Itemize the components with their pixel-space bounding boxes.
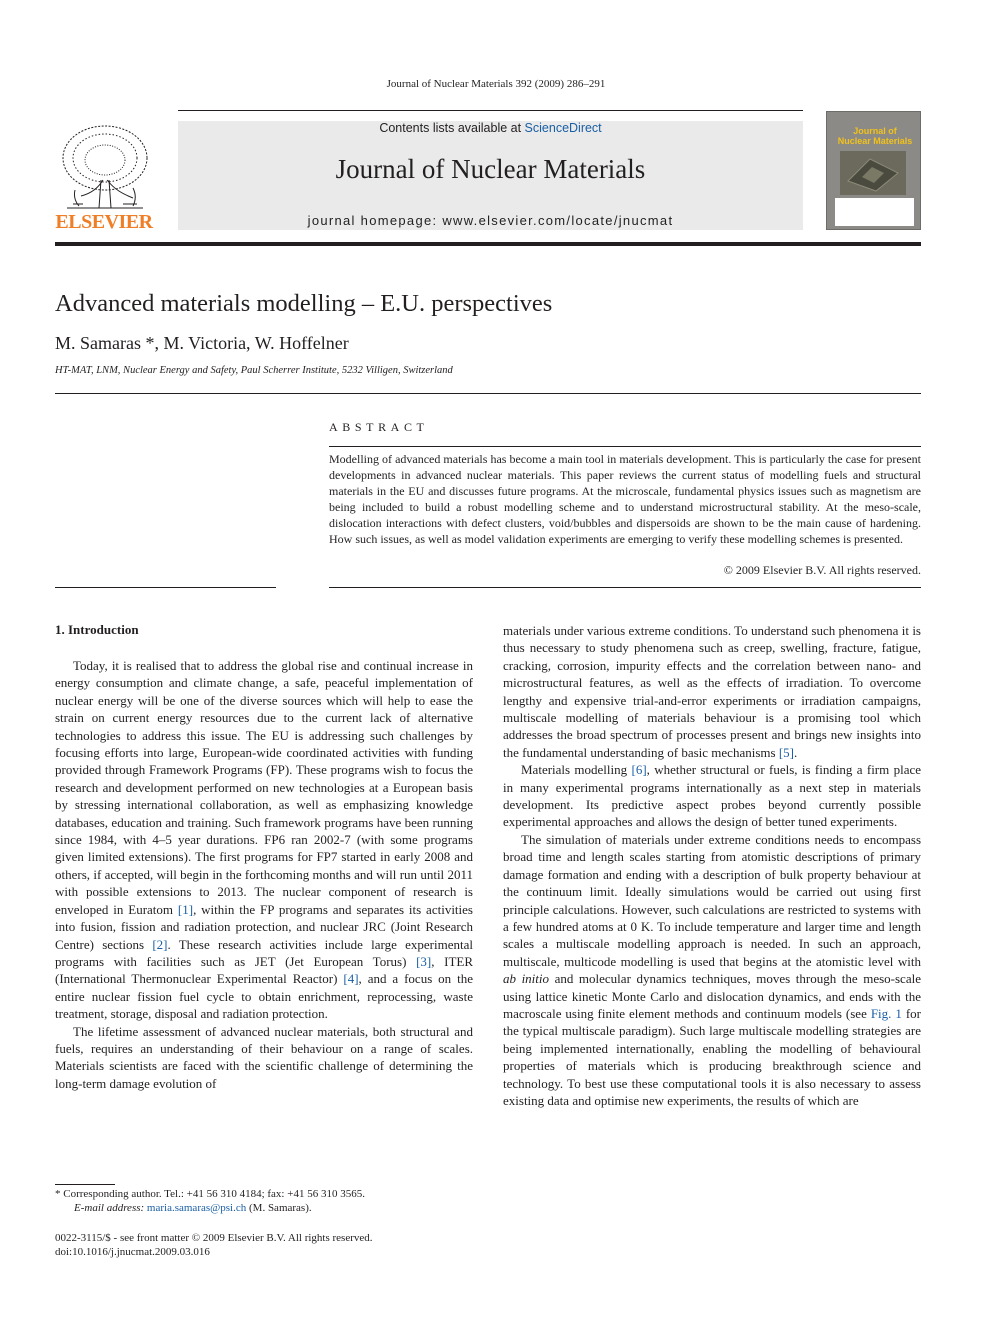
sciencedirect-link[interactable]: ScienceDirect — [524, 121, 602, 135]
citation-link[interactable]: [2] — [152, 936, 168, 952]
text-span: , whether structural or fuels, is finding a firm place in many experimental programs internationally as a next step in materials development. Its predictive aspect probes beyond currently possible experimental approaches and allows the design of better tuned experiments. — [503, 762, 922, 830]
paragraph — [503, 622, 921, 761]
text-span: for the typical multiscale paradigm). Such large multiscale modelling strategies are being implemented internationally, enabling the modelling of behavioural properties of materials which is producing breakthrough science and technology. To best use these computational tools it is also necessary to assess existing data and optimise new experiments, the results of which are — [503, 1005, 921, 1108]
citation-link[interactable]: [3] — [416, 953, 432, 969]
cover-title-line-2: Nuclear Materials — [837, 136, 913, 146]
abstract-text: Modelling of advanced materials has become a main tool in materials development. This is particularly the case for present developments in advanced nuclear materials. This paper reviews the current status of modelling fuels and structural materials in the EU and discusses future programs. At the microscale, fundamental physics issues such as magnetism are being included to build a robust modelling scheme and to understand microstructural stability. At the meso-scale, dislocation interactions with defect clusters, void/bubbles and dispersoids are shown to be the main cause of hardening. How such issues, as well as model validation experiments are emerging to verify these modelling schemes is presented. — [329, 452, 921, 546]
email-label: E-mail address: — [74, 1202, 147, 1214]
body-column-right — [503, 622, 921, 1109]
contents-line — [178, 121, 803, 135]
cover-image-icon — [840, 151, 906, 195]
running-head: Journal of Nuclear Materials 392 (2009) 286–291 — [386, 78, 606, 90]
journal-name: Journal of Nuclear Materials — [335, 154, 646, 184]
section-heading: 1. Introduction — [55, 622, 139, 637]
figure-link[interactable]: Fig. 1 — [870, 1005, 902, 1021]
header-thick-rule — [55, 242, 921, 246]
left-rule — [55, 587, 276, 588]
text-span: , and a focus on the entire nuclear fission fuel cycle to obtain enrichment, reprocessing, waste treatment, storage, disposal and radiation protection. — [55, 971, 473, 1022]
email-line — [55, 1201, 365, 1215]
email-suffix: (M. Samaras). — [246, 1202, 312, 1214]
page-bottom-info — [55, 1231, 373, 1259]
paragraph — [55, 657, 473, 1023]
text-span: Today, it is realised that to address the global rise and continual increase in energy consumption and climate change, a safe, peaceful implementation of nuclear energy will be one of the diverse sources which will help to ease the strain on current energy resources due to the current lack of alternative technologies to address this issue. The EU is addressing such challenges by focusing efforts into large, European-wide coordinated activities with funding provided through Framework Programs (FP). These programs wish to focus the research and development performed on new technologies at a European basis by stressing international collaboration, as well as emphasizing knowledge databases, education and training. Such framework programs have been running since 1984, with 4–5 year durations. FP6 ran 2002-7 (with some programs given limited extensions). The first programs for FP7 started in early 2008 and others, if accepted, will begin in the forthcoming months and will run until 2011 with possible extensions to 2013. The nuclear component of research is enveloped in Euratom — [55, 658, 473, 917]
front-matter-line: 0022-3115/$ - see front matter © 2009 Elsevier B.V. All rights reserved. — [55, 1232, 373, 1244]
footnote-rule — [55, 1184, 115, 1185]
text-span: . These research activities include large experimental programs with facilities such as JET (Jet European Torus) — [55, 936, 473, 969]
text-span: and molecular dynamics techniques, moves through the meso-scale using lattice kinetic Monte Carlo and dislocation dynamics, and ends with the macroscale using finite element methods and continuum models (see — [503, 971, 921, 1021]
article-title: Advanced materials modelling – E.U. perspectives — [55, 290, 553, 317]
italic-term: ab initio — [503, 971, 550, 987]
cover-title-line-1: Journal of — [853, 126, 897, 136]
contents-prefix: Contents lists available at — [379, 121, 525, 135]
text-span: , within the FP programs and separates its activities into fusion, fission and radiation protection, and nuclear JRC (Joint Research Centre) sections — [55, 901, 473, 952]
doi-line[interactable]: doi:10.1016/j.jnucmat.2009.03.016 — [55, 1246, 210, 1258]
publisher-logo-text: ELSEVIER — [55, 211, 153, 233]
author-affiliation: HT-MAT, LNM, Nuclear Energy and Safety, Paul Scherrer Institute, 5232 Villigen, Switzerland — [55, 365, 453, 376]
citation-link[interactable]: [5] — [778, 744, 794, 760]
paragraph: The lifetime assessment of advanced nuclear materials, both structural and fuels, requires an understanding of their behaviour on a range of scales. Materials scientists are faced with the scientific challenge of determining the long-term damage evolution of — [55, 1023, 473, 1091]
text-span: . — [793, 744, 798, 760]
citation-link[interactable]: [6] — [631, 762, 647, 778]
title-rule — [55, 393, 921, 394]
text-span: materials under various extreme conditions. To understand such phenomena it is thus necessary to study phenomena such as creep, swelling, fracture, fatigue, cracking, corrosion, impurity effects and the correlation between nano- and microstructural features, as well as the effects of irradiation. To overcome lengthy and expensive trial-and-error experiments or irradiation campaigns, multiscale modelling of materials behaviour is a promising tool which addresses the broad spectrum of processes present and brings new insights into the fundamental understanding of basic mechanisms — [503, 623, 921, 760]
header-rule — [178, 110, 803, 111]
abstract-rule — [329, 446, 921, 447]
cover-title — [832, 126, 918, 146]
journal-homepage[interactable]: journal homepage: www.elsevier.com/locate/jnucmat — [307, 213, 674, 228]
footnote — [55, 1187, 365, 1215]
citation-link[interactable]: [1] — [177, 901, 194, 917]
cover-bottom-panel — [835, 198, 914, 226]
abstract-bottom-rule — [329, 587, 921, 588]
body-column-left — [55, 657, 473, 1092]
email-link[interactable]: maria.samaras@psi.ch — [146, 1202, 247, 1214]
abstract-heading: ABSTRACT — [329, 420, 429, 434]
paragraph — [503, 831, 921, 1110]
citation-link[interactable]: [4] — [343, 971, 359, 987]
article-authors: M. Samaras *, M. Victoria, W. Hoffelner — [55, 333, 349, 353]
corresponding-author-note: * Corresponding author. Tel.: +41 56 310 4184; fax: +41 56 310 3565. — [55, 1188, 365, 1200]
text-span: The simulation of materials under extreme conditions needs to encompass broad time and length scales starting from atomistic descriptions of primary damage formation and ending with a description of bulk property behaviour at the continuum limit. Ideally simulations would be carried out using first principle calculations. However, such calculations are restricted to systems with a few hundred atoms at 0 K. To include temperature and larger time and length scales a multiscale modelling approach is needed. In such an approach, multiscale, multicode modelling is used that begins at the atomistic level with — [503, 831, 921, 969]
text-span: Materials modelling — [521, 762, 632, 778]
paragraph — [503, 761, 921, 831]
abstract-copyright: © 2009 Elsevier B.V. All rights reserved. — [723, 563, 921, 577]
text-span: , ITER (International Thermonuclear Experimental Reactor) — [55, 953, 473, 987]
